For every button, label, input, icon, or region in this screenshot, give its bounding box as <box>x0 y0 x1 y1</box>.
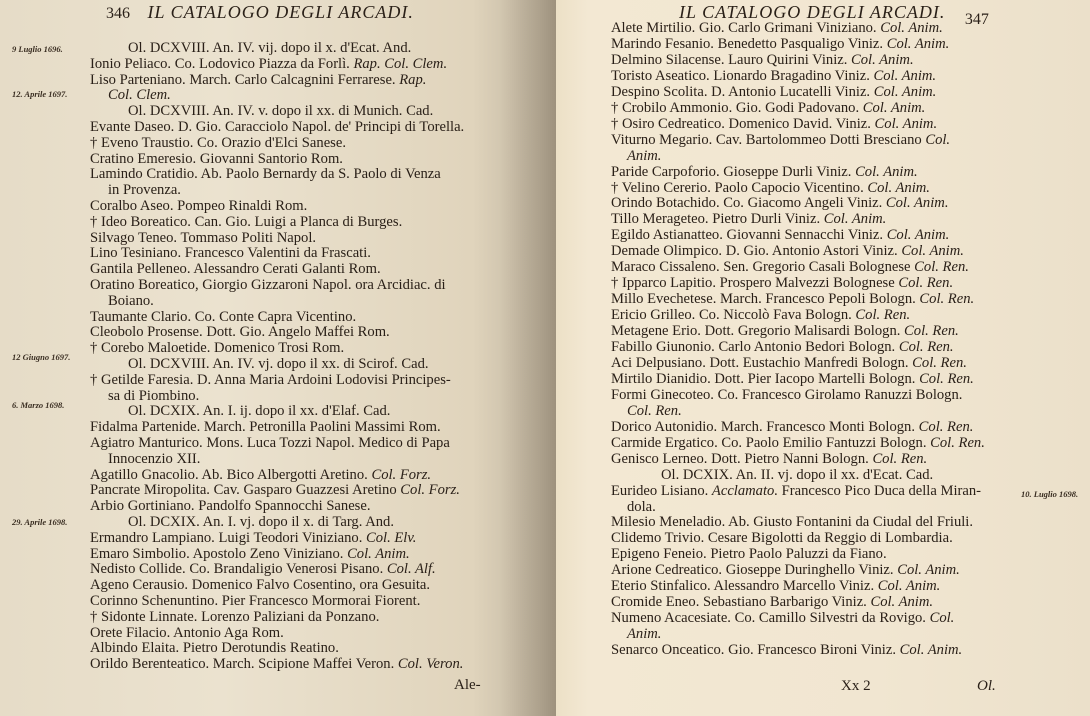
member-name: Co. Camillo Silvestri da Rovigo. <box>734 610 926 627</box>
member-name: Giovanni Sennacchi Viniz. <box>726 227 884 244</box>
right-catchword: Ol. <box>977 678 996 694</box>
member-name: D. Gio. Antonio Astori Viniz. <box>725 243 898 260</box>
arcadian-name: Fidalma Partenide. <box>90 419 204 436</box>
member-name: Pietro Derotundis Reatino. <box>182 640 339 657</box>
catalog-entry <box>90 498 371 514</box>
right-running-title: IL CATALOGO DEGLI ARCADI. <box>679 2 946 22</box>
dagger-icon: † <box>90 340 101 357</box>
catalog-entry <box>90 577 430 593</box>
olympiad-heading <box>128 403 390 419</box>
member-name: Pier Francesco Mormorai Fiorent. <box>221 593 421 609</box>
member-name: Co. Brandaligio Venerosi Pisano. <box>189 561 384 578</box>
catalog-entry <box>611 451 927 467</box>
arcadian-name: Ageno Cerausio. <box>90 577 192 594</box>
arcadian-name: Eterio Stinfalico. <box>611 578 714 595</box>
arcadian-name: Carmide Ergatico. <box>611 434 722 451</box>
colony-label: Col. Anim. <box>883 227 950 244</box>
arcadian-name: Corinno Schenuntino. <box>90 593 222 609</box>
catalog-entry <box>611 642 962 658</box>
arcadian-name: Tillo Merageteo. <box>611 211 713 228</box>
arcadian-name: Aci Delpusiano. <box>611 354 710 371</box>
catalog-entry <box>90 56 447 72</box>
arcadian-name: Ericio Grilleo. <box>611 307 699 324</box>
arcadian-name: Eurideo Lisiano. <box>611 482 712 499</box>
dagger-icon: † <box>90 608 101 625</box>
arcadian-name: Millo Evechetese. <box>611 291 721 308</box>
dagger-icon: † <box>611 179 622 196</box>
catalog-entry <box>611 84 936 100</box>
arcadian-name: Ideo Boreatico. <box>100 213 195 230</box>
member-name: Pietro Durli Viniz. <box>712 211 821 228</box>
catalog-entry <box>611 530 953 546</box>
arcadian-name: Pancrate Miropolita. <box>90 482 214 499</box>
colony-label: Col. Anim. <box>343 545 410 562</box>
entry-continuation <box>108 293 154 309</box>
member-name: Francesco Pico Duca della Miran- <box>781 482 982 499</box>
arcadian-name: Emaro Simbolio. <box>90 545 193 562</box>
continuation-text: Anim. <box>627 147 662 164</box>
catalog-entry <box>90 625 284 641</box>
arcadian-name: Formi Ginecoteo. <box>611 386 718 403</box>
member-name: Benedetto Pasqualigo Viniz. <box>717 35 884 52</box>
arcadian-name: Toristo Aseatico. <box>611 67 714 84</box>
member-name: Lauro Quirini Viniz. <box>728 51 848 68</box>
entry-continuation <box>627 626 661 642</box>
member-name: Co. Francesco Girolamo Ranuzzi Bologn. <box>717 386 963 403</box>
colony-label: Col. Ren. <box>908 354 967 371</box>
arcadian-name: Arbio Gortiniano. <box>90 498 199 515</box>
catalog-entry <box>611 546 887 562</box>
colony-label: Col. Ren. <box>910 259 969 276</box>
member-name: Antonio Aga Rom. <box>173 624 284 641</box>
arcadian-name: Cratino Emeresio. <box>90 150 200 167</box>
dagger-icon: † <box>90 134 101 151</box>
colony-label: Col. Anim. <box>883 35 950 52</box>
acclaim-note: Acclamato. <box>711 482 782 499</box>
member-name: Dott. Eustachio Manfredi Bologn. <box>709 354 909 371</box>
continuation-text: Boiano. <box>108 292 154 309</box>
member-name: Gio. Godi Padovano. <box>735 99 860 116</box>
entry-continuation <box>108 87 171 103</box>
dagger-icon: † <box>611 99 622 116</box>
arcadian-name: Milesio Meneladio. <box>611 514 729 531</box>
olympiad-text: Ol. DCXVIII. An. IV. v. dopo il xx. di Munich. Cad. <box>128 103 434 120</box>
member-name: March. Francesco Monti Bologn. <box>720 418 916 435</box>
entry-continuation <box>627 148 661 164</box>
catalog-entry <box>90 656 463 672</box>
member-name: Sen. Gregorio Casali Bolognese <box>723 259 911 276</box>
entry-continuation <box>108 182 181 198</box>
member-name: Cesare Bigolotti da Reggio di Lombardia. <box>707 530 953 547</box>
arcadian-name: Mirtilo Dianidio. <box>611 370 715 387</box>
catalog-entry <box>611 594 933 610</box>
dagger-icon: † <box>611 115 622 132</box>
member-name: Co. Giacomo Angeli Viniz. <box>723 195 883 212</box>
catalog-entry <box>611 371 974 387</box>
member-name: Dott. Pier Iacopo Martelli Bologn. <box>714 370 916 387</box>
member-name: Tommaso Politi Napol. <box>180 229 317 246</box>
member-name: Pietro Paolo Paluzzi da Fiano. <box>710 546 887 563</box>
arcadian-name: Corebo Maloetide. <box>100 340 215 357</box>
margin-date: 12 Giugno 1697. <box>12 352 71 362</box>
member-name: Co. Paolo Emilio Fantuzzi Bologn. <box>721 434 927 451</box>
colony-label: Col. Anim. <box>876 20 943 36</box>
arcadian-name: Ipparco Lapitio. <box>621 275 720 292</box>
gutter-shadow <box>500 0 556 716</box>
member-name: Ab. Giusto Fontanini da Ciudal del Friuli. <box>728 514 974 531</box>
colony-label: Col. Ren. <box>900 323 959 340</box>
colony-label: Col. Anim. <box>882 195 949 212</box>
continuation-text: dola. <box>627 498 656 515</box>
catalog-entry <box>611 259 969 275</box>
arcadian-name: Maraco Cissaleno. <box>611 259 724 276</box>
colony-label: Col. Elv. <box>362 529 417 546</box>
right-page-number: 347 <box>964 11 989 28</box>
dagger-icon: † <box>611 275 622 292</box>
catalog-entry <box>90 340 344 356</box>
member-name: Pompeo Rinaldi Rom. <box>177 198 308 214</box>
catalog-entry <box>611 323 959 339</box>
catalog-entry <box>90 214 402 230</box>
arcadian-name: Lamindo Cratidio. <box>90 166 201 183</box>
catalog-entry <box>611 562 960 578</box>
member-name: Co. Niccolò Fava Bologn. <box>698 307 852 324</box>
colony-label: Col. Anim. <box>820 211 887 228</box>
arcadian-name: Egildo Astianatteo. <box>611 227 727 244</box>
continuation-text: sa di Piombino. <box>108 387 200 404</box>
catalog-entry <box>90 640 339 656</box>
catalog-entry <box>611 387 962 403</box>
arcadian-name: Viturno Megario. <box>611 131 716 148</box>
member-name: Cav. Bartolommeo Dotti Bresciano <box>715 131 922 148</box>
member-name: Carlo Antonio Bedori Bologn. <box>718 339 896 355</box>
member-name: Ab. Bico Albergotti Aretino. <box>201 466 368 483</box>
member-name: Co. Conte Capra Vicentino. <box>194 308 357 325</box>
member-name: Giovanni Santorio Rom. <box>199 150 343 167</box>
catalog-entry <box>611 52 914 68</box>
catalog-entry <box>90 324 390 340</box>
catalog-entry <box>611 435 985 451</box>
member-name: Co. Lodovico Piazza da Forlì. <box>174 55 350 72</box>
arcadian-name: Paride Carpoforio. <box>611 163 724 180</box>
arcadian-name: Coralbo Aseo. <box>90 198 178 214</box>
continuation-text: Anim. <box>627 626 662 643</box>
arcadian-name: Epigeno Feneio. <box>611 546 711 563</box>
arcadian-name: Cromide Eneo. <box>611 594 704 611</box>
colony-label: Col. Ren. <box>915 291 975 308</box>
member-name: Francesco Valentini da Frascati. <box>184 245 371 262</box>
arcadian-name: Genisco Lerneo. <box>611 450 712 467</box>
colony-label: Col. Anim. <box>897 243 964 260</box>
arcadian-name: Ionio Peliaco. <box>90 55 175 72</box>
catalog-entry <box>90 119 464 135</box>
member-name: Co. Orazio d'Elci Sanese. <box>197 134 346 151</box>
member-name: Paolo Capocio Vicentino. <box>714 179 864 196</box>
colony-label: Col. Anim. <box>866 594 934 611</box>
member-name: Gio. Francesco Bironi Viniz. <box>728 642 896 659</box>
member-name: March. Scipione Maffei Veron. <box>212 656 395 673</box>
olympiad-heading <box>661 467 933 483</box>
arcadian-name: Eveno Traustio. <box>100 134 198 151</box>
colony-label: Col. Forz. <box>396 482 460 499</box>
right-page <box>556 0 1090 716</box>
left-running-head <box>106 2 414 23</box>
catalog-entry <box>90 435 450 451</box>
entry-continuation <box>627 403 682 419</box>
colony-label: Col. Anim. <box>869 67 937 84</box>
arcadian-name: Metagene Erio. <box>611 323 705 340</box>
catalog-entry <box>90 135 346 151</box>
member-name: Mons. Luca Tozzi Napol. Medico di Papa <box>206 435 450 451</box>
entry-continuation <box>627 499 656 515</box>
colony-label: Rap. Col. Clem. <box>349 55 448 72</box>
colony-label: Col. Anim. <box>851 163 918 180</box>
member-name: Cav. Gasparo Guazzesi Aretino <box>213 482 397 499</box>
arcadian-name: Lino Tesiniano. <box>90 245 185 262</box>
member-name: March. Petronilla Paolini Massimi Rom. <box>203 419 441 436</box>
member-name: Domenico David. Viniz. <box>728 115 871 132</box>
member-name: D. Anna Maria Ardoini Lodovisi Principes- <box>197 371 451 388</box>
catalog-entry <box>611 20 943 36</box>
arcadian-name: Orindo Botachido. <box>611 195 724 212</box>
olympiad-heading <box>128 356 429 372</box>
catalog-entry <box>611 100 925 116</box>
colony-label: Col. Forz. <box>367 466 432 483</box>
member-name: Dott. Gregorio Malisardi Bologn. <box>704 323 901 340</box>
catalog-entry <box>90 530 416 546</box>
member-name: Alessandro Marcello Viniz. <box>713 578 875 595</box>
member-name: Giorgio Gizzaroni Napol. ora Arcidiac. di <box>202 277 446 293</box>
member-name: Domenico Falvo Cosentino, ora Gesuita. <box>191 577 431 594</box>
catalog-entry <box>90 593 420 609</box>
colony-label: Rap. <box>395 71 427 88</box>
arcadian-name: Sidonte Linnate. <box>100 608 202 625</box>
catalog-entry <box>611 164 918 180</box>
catalog-entry <box>90 482 460 498</box>
colony-label: Col. Anim. <box>874 578 941 595</box>
colony-label: Col. Anim. <box>895 642 963 659</box>
entry-continuation <box>108 388 199 404</box>
catalog-entry <box>90 261 381 277</box>
catalog-entry <box>611 243 964 259</box>
arcadian-name: Dorico Autonidio. <box>611 418 721 435</box>
colony-label: Col. Ren. <box>894 275 954 292</box>
arcadian-name: Ermandro Lampiano. <box>90 529 219 546</box>
catalog-entry <box>611 227 949 243</box>
arcadian-name: Clidemo Trivio. <box>611 530 708 547</box>
catalog-entry <box>90 198 307 214</box>
catalog-entry <box>611 180 930 196</box>
arcadian-name: Getilde Faresia. <box>100 371 197 388</box>
arcadian-name: Agiatro Manturico. <box>90 435 207 451</box>
entry-continuation <box>108 451 200 467</box>
catalog-entry <box>611 291 974 307</box>
continuation-text: Col. Ren. <box>627 402 682 419</box>
dagger-icon: † <box>90 371 101 388</box>
arcadian-name: Delmino Silacense. <box>611 51 729 68</box>
colony-label: Col. <box>921 131 951 148</box>
colony-label: Col. Anim. <box>859 99 926 116</box>
member-name: March. Carlo Calcagnini Ferrarese. <box>189 71 396 88</box>
margin-date: 9 Luglio 1696. <box>12 44 63 54</box>
member-name: Sebastiano Barbarigo Viniz. <box>703 594 867 611</box>
catalog-entry <box>611 36 949 52</box>
member-name: Dott. Pietro Nanni Bologn. <box>711 450 869 467</box>
arcadian-name: Cleobolo Prosense. <box>90 324 207 341</box>
catalog-entry <box>90 151 343 167</box>
member-name: Apostolo Zeno Viniziano. <box>192 545 344 562</box>
colony-label: Col. Ren. <box>851 307 911 324</box>
arcadian-name: Nedisto Collide. <box>90 561 190 578</box>
arcadian-name: Evante Daseo. <box>90 119 178 135</box>
olympiad-heading <box>128 40 411 56</box>
left-page-number: 346 <box>106 5 130 22</box>
member-name: Ab. Paolo Bernardy da S. Paolo di Venza <box>200 166 441 183</box>
arcadian-name: Arione Cedreatico. <box>611 562 726 579</box>
catalog-entry <box>611 307 910 323</box>
left-catchword: Ale- <box>454 677 481 693</box>
catalog-entry <box>90 372 451 388</box>
arcadian-name: Demade Olimpico. <box>611 243 726 260</box>
arcadian-name: Marindo Fesanio. <box>611 35 718 52</box>
catalog-entry <box>90 245 371 261</box>
catalog-entry <box>611 610 954 626</box>
member-name: Alessandro Cerati Galanti Rom. <box>193 261 381 278</box>
margin-date: 6. Marzo 1698. <box>12 400 65 410</box>
catalog-entry <box>90 561 436 577</box>
colony-label: Col. Anim. <box>893 562 960 579</box>
margin-date: 12. Aprile 1697. <box>12 89 68 99</box>
continuation-text: Col. Clem. <box>108 87 171 104</box>
member-name: Gioseppe Durli Viniz. <box>723 163 852 180</box>
catalog-entry <box>90 467 431 483</box>
colony-label: Col. Ren. <box>895 339 954 355</box>
catalog-entry <box>90 419 441 435</box>
arcadian-name: Crobilo Ammonio. <box>621 99 736 116</box>
catalog-entry <box>611 578 940 594</box>
continuation-text: Innocenzio XII. <box>108 450 201 467</box>
colony-label: Col. <box>925 610 955 627</box>
arcadian-name: Taumante Clario. <box>90 308 195 325</box>
member-name: Luigi Teodori Viniziano. <box>218 529 363 546</box>
member-name: Pandolfo Spannocchi Sanese. <box>198 498 371 515</box>
member-name: D. Gio. Caracciolo Napol. de' Principi di Torella. <box>177 119 465 135</box>
colony-label: Col. Ren. <box>926 434 985 451</box>
left-running-title: IL CATALOGO DEGLI ARCADI. <box>147 2 414 22</box>
margin-date: 29. Aprile 1698. <box>12 517 68 527</box>
arcadian-name: Despino Scolita. <box>611 83 712 100</box>
catalog-entry <box>611 355 967 371</box>
member-name: Domenico Trosi Rom. <box>214 340 345 357</box>
colony-label: Col. Anim. <box>870 115 938 132</box>
olympiad-text: Ol. DCXIX. An. I. vj. dopo il x. di Targ. And. <box>128 514 394 530</box>
catalog-entry <box>611 68 936 84</box>
catalog-entry <box>90 609 379 625</box>
member-name: Gioseppe Duringhello Viniz. <box>725 562 894 579</box>
arcadian-name: Senarco Onceatico. <box>611 642 729 659</box>
arcadian-name: Oratino Boreatico, <box>90 277 203 293</box>
catalog-entry <box>90 309 356 325</box>
arcadian-name: Silvago Teneo. <box>90 229 181 246</box>
colony-label: Col. Ren. <box>915 418 974 435</box>
member-name: Lionardo Bragadino Viniz. <box>713 67 870 84</box>
arcadian-name: Numeno Acacesiate. <box>611 610 735 627</box>
member-name: Dott. Gio. Angelo Maffei Rom. <box>206 324 390 341</box>
catalog-entry <box>611 116 937 132</box>
arcadian-name: Fabillo Giunonio. <box>611 339 719 355</box>
olympiad-text: Ol. DCXIX. An. I. ij. dopo il xx. d'Elaf. Cad. <box>128 403 391 420</box>
catalog-entry <box>611 419 973 435</box>
arcadian-name: Liso Parteniano. <box>90 71 190 88</box>
catalog-entry <box>611 514 973 530</box>
dagger-icon: † <box>90 213 101 230</box>
member-name: Prospero Malvezzi Bolognese <box>719 275 895 292</box>
catalog-entry <box>611 195 948 211</box>
member-name: Can. Gio. Luigi a Planca di Burges. <box>194 213 403 230</box>
catalog-entry <box>611 132 950 148</box>
arcadian-name: Orete Filacio. <box>90 624 174 641</box>
catalog-entry <box>611 483 981 499</box>
arcadian-name: Velino Cererio. <box>621 179 715 196</box>
colony-label: Col. Alf. <box>383 561 436 578</box>
arcadian-name: Alete Mirtilio. <box>611 20 699 36</box>
colony-label: Col. Anim. <box>863 179 930 196</box>
member-name: Lorenzo Paliziani da Ponzano. <box>201 608 380 625</box>
member-name: March. Francesco Pepoli Bologn. <box>720 291 916 308</box>
arcadian-name: Orildo Berenteatico. <box>90 656 213 673</box>
member-name: Gio. Carlo Grimani Viniziano. <box>698 20 877 36</box>
colony-label: Col. Ren. <box>868 450 928 467</box>
arcadian-name: Albindo Elaita. <box>90 640 183 657</box>
margin-date: 10. Luglio 1698. <box>1021 489 1079 499</box>
catalog-entry <box>90 230 316 246</box>
olympiad-text: Ol. DCXVIII. An. IV. vij. dopo il x. d'Ecat. And. <box>128 40 412 56</box>
colony-label: Col. Ren. <box>915 370 974 387</box>
catalog-entry <box>90 166 441 182</box>
member-name: D. Antonio Lucatelli Viniz. <box>711 83 871 100</box>
olympiad-text: Ol. DCXIX. An. II. vj. dopo il xx. d'Ecat. Cad. <box>661 466 934 483</box>
olympiad-text: Ol. DCXVIII. An. IV. vj. dopo il xx. di Scirof. Cad. <box>128 356 429 372</box>
colony-label: Col. Veron. <box>394 656 464 673</box>
signature-mark: Xx 2 <box>841 678 871 694</box>
arcadian-name: Agatillo Gnacolio. <box>90 466 202 483</box>
catalog-entry <box>611 275 953 291</box>
olympiad-heading <box>128 514 394 530</box>
arcadian-name: Osiro Cedreatico. <box>621 115 729 132</box>
olympiad-heading <box>128 103 433 119</box>
arcadian-name: Gantila Pelleneo. <box>90 261 194 278</box>
catalog-entry <box>90 72 426 88</box>
catalog-entry <box>611 339 954 355</box>
catalog-entry <box>90 277 446 293</box>
colony-label: Col. Anim. <box>847 51 914 68</box>
continuation-text: in Provenza. <box>108 182 181 199</box>
catalog-entry <box>611 211 886 227</box>
catalog-entry <box>90 546 410 562</box>
colony-label: Col. Anim. <box>870 83 937 100</box>
